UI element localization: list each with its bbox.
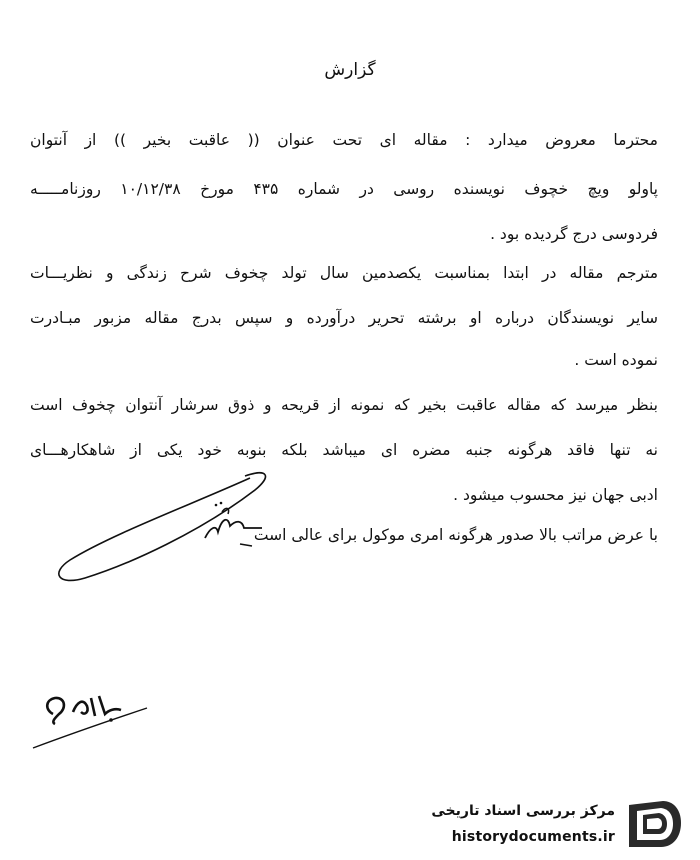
body-line-3: فردوسی درج گردیده بود .	[490, 225, 658, 243]
body-line-2: پاولو ویچ خچوف نویسنده روسی در شماره ۴۳۵ مورخ ۱۰/۱۲/۳۸ روزنامـــــه	[30, 180, 658, 198]
archive-watermark	[415, 793, 695, 855]
body-line-6: نموده است .	[574, 351, 658, 369]
watermark-name: مرکز بررسی اسناد تاریخی	[431, 803, 615, 819]
book-logo-icon	[623, 797, 687, 851]
body-line-9: ادبی جهان نیز محسوب میشود .	[453, 486, 658, 504]
handwritten-signature	[40, 460, 280, 590]
body-line-4: مترجم مقاله در ابتدا بمناسبت یکصدمین سال تولد چخوف شرح زندگی و نظریـــات	[30, 264, 658, 282]
handwritten-margin-note	[25, 660, 155, 760]
body-line-5: سایر نویسندگان درباره او برشته تحریر درآورده و سپس بدرج مقاله مزبور مبـادرت	[30, 309, 658, 327]
body-line-10: با عرض مراتب بالا صدور هرگونه امری موکول برای عالی است	[253, 526, 658, 544]
body-line-1: محترما معروض میدارد : مقاله ای تحت عنوان (( عاقبت بخیر )) از آنتوان	[30, 131, 658, 149]
watermark-url: historydocuments.ir	[451, 829, 615, 845]
document-title: گزارش	[324, 60, 376, 80]
body-line-8: نه تنها فاقد هرگونه جنبه مضره ای میباشد بلکه بنوبه خود یکی از شاهکارهـــای	[30, 441, 658, 459]
body-line-7: بنظر میرسد که مقاله عاقبت بخیر که نمونه از قریحه و ذوق سرشار آنتوان چخوف است	[30, 396, 658, 414]
